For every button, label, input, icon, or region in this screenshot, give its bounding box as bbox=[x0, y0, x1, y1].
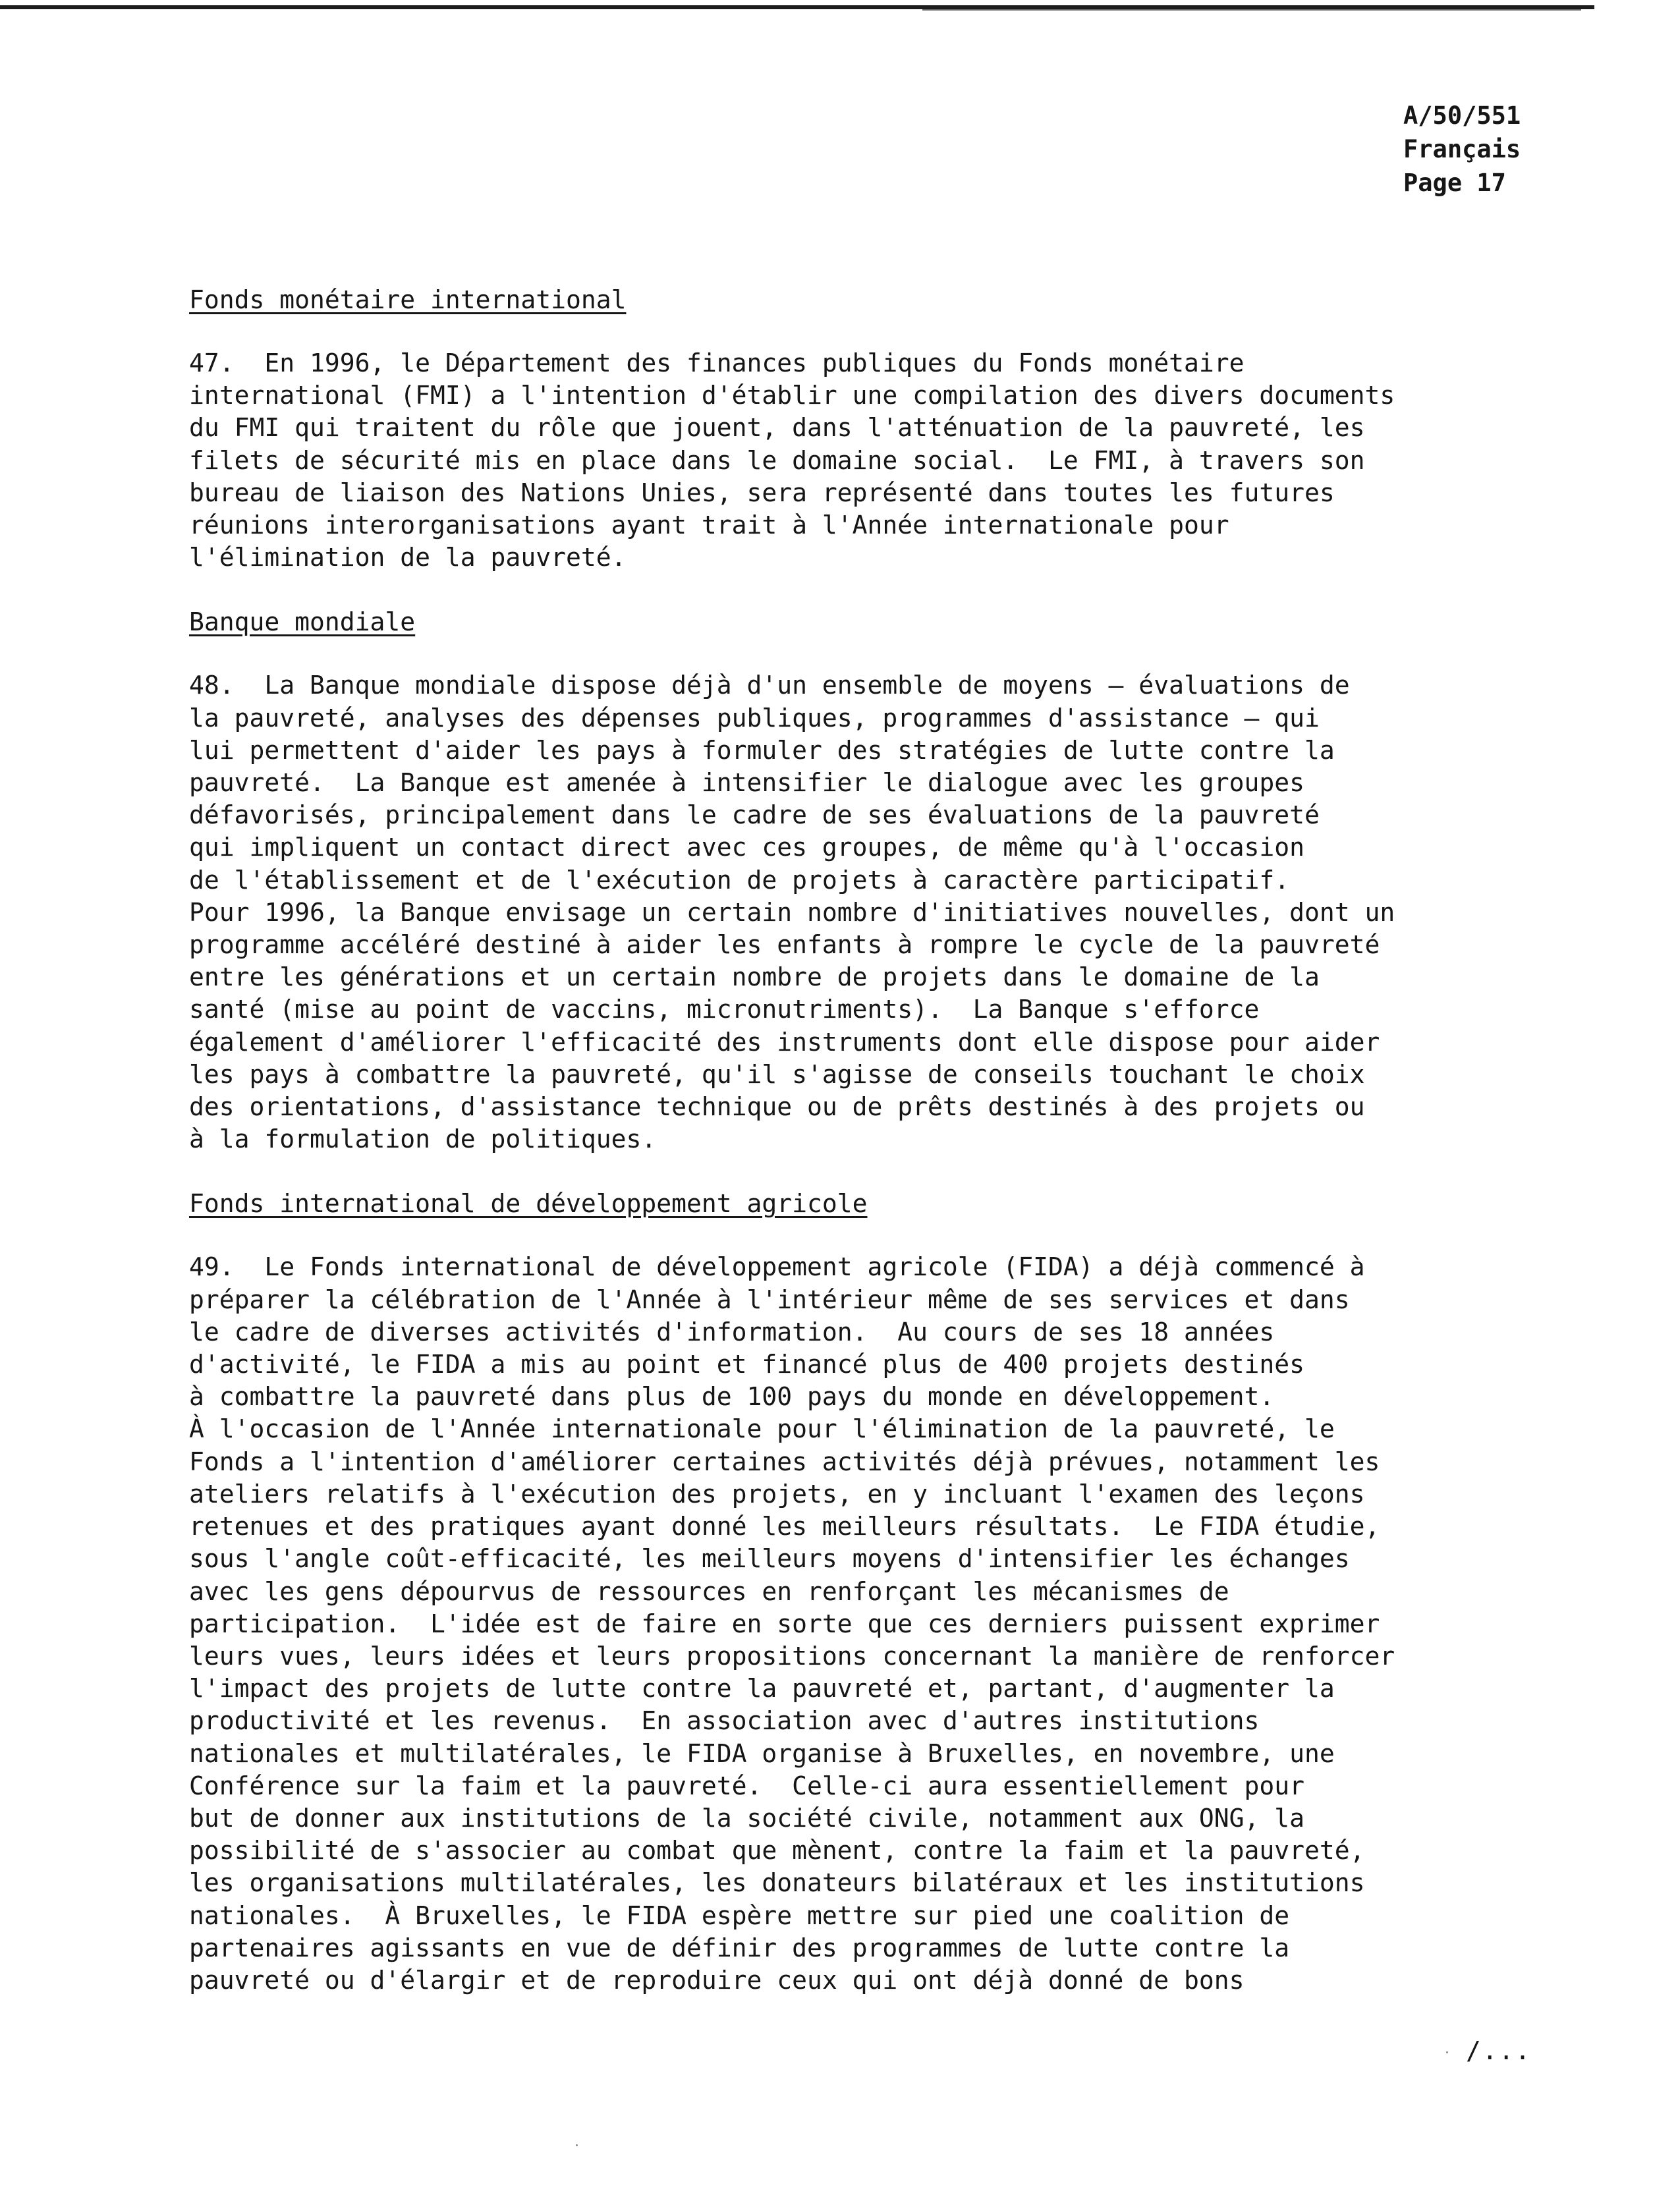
section-heading: Banque mondiale bbox=[189, 607, 416, 637]
section-world-bank bbox=[189, 605, 1573, 1155]
paragraph-47: 47. En 1996, le Département des finances publiques du Fonds monétaire international (FMI) a l'intention d'établir une compilation des divers documents du FMI qui traitent du rôle que jouent, dans l'atténuation de la pauvreté, les filets de sécurité mis en place dans le domaine social. Le FMI, à travers son bureau de liaison des Nations Unies, sera représenté dans toutes les futures réunions interorganisations ayant trait à l'Année internationale pour l'élimination de la pauvreté. bbox=[189, 348, 1395, 572]
document-body bbox=[189, 283, 1573, 1997]
paragraph-48: 48. La Banque mondiale dispose déjà d'un ensemble de moyens – évaluations de la pauvreté, analyses des dépenses publiques, programmes d'assistance – qui lui permettent d'aider les pays à formuler des stratégies de lutte contre la pauvreté. La Banque est amenée à intensifier le dialogue avec les groupes défavorisés, principalement dans le cadre de ses évaluations de la pauvreté qui impliquent un contact direct avec ces groupes, de même qu'à l'occasion de l'établissement et de l'exécution de projets à caractère participatif. Pour 1996, la Banque envisage un certain nombre d'initiatives nouvelles, dont un programme accéléré destiné à aider les enfants à rompre le cycle de la pauvreté entre les générations et un certain nombre de projets dans le domaine de la santé (mise au point de vaccins, micronutriments). La Banque s'efforce également d'améliorer l'efficacité des instruments dont elle dispose pour aider les pays à combattre la pauvreté, qu'il s'agisse de conseils touchant le choix des orientations, d'assistance technique ou de prêts destinés à des projets ou à la formulation de politiques. bbox=[189, 671, 1395, 1154]
section-heading: Fonds monétaire international bbox=[189, 285, 627, 314]
section-heading: Fonds international de développement agricole bbox=[189, 1189, 868, 1219]
document-symbol: A/50/551 bbox=[1403, 101, 1521, 130]
top-rule-thin bbox=[922, 9, 1581, 11]
continuation-mark: /... bbox=[1466, 2036, 1532, 2065]
document-header bbox=[1403, 99, 1627, 200]
scan-speck bbox=[1446, 2051, 1448, 2053]
page-number: Page 17 bbox=[1403, 169, 1506, 197]
section-imf bbox=[189, 283, 1573, 574]
document-language: Français bbox=[1403, 135, 1521, 163]
scan-speck bbox=[576, 2144, 578, 2146]
section-ifad bbox=[189, 1187, 1573, 1997]
paragraph-49: 49. Le Fonds international de développement agricole (FIDA) a déjà commencé à préparer la célébration de l'Année à l'intérieur même de ses services et dans le cadre de diverses activités d'information. Au cours de ses 18 années d'activité, le FIDA a mis au point et financé plus de 400 projets destinés à combattre la pauvreté dans plus de 100 pays du monde en développement. À l'occasion de l'Année internationale pour l'élimination de la pauvreté, le Fonds a l'intention d'améliorer certaines activités déjà prévues, notamment les ateliers relatifs à l'exécution des projets, en y incluant l'examen des leçons retenues et des pratiques ayant donné les meilleurs résultats. Le FIDA étudie, sous l'angle coût-efficacité, les meilleurs moyens d'intensifier les échanges avec les gens dépourvus de ressources en renforçant les mécanismes de participation. L'idée est de faire en sorte que ces derniers puissent exprimer leurs vues, leurs idées et leurs propositions concernant la manière de renforcer l'impact des projets de lutte contre la pauvreté et, partant, d'augmenter la productivité et les revenus. En association avec d'autres institutions nationales et multilatérales, le FIDA organise à Bruxelles, en novembre, une Conférence sur la faim et la pauvreté. Celle-ci aura essentiellement pour but de donner aux institutions de la société civile, notamment aux ONG, la possibilité de s'associer au combat que mènent, contre la faim et la pauvreté, les organisations multilatérales, les donateurs bilatéraux et les institutions nationales. À Bruxelles, le FIDA espère mettre sur pied une coalition de partenaires agissants en vue de définir des programmes de lutte contre la pauvreté ou d'élargir et de reproduire ceux qui ont déjà donné de bons bbox=[189, 1252, 1395, 1995]
